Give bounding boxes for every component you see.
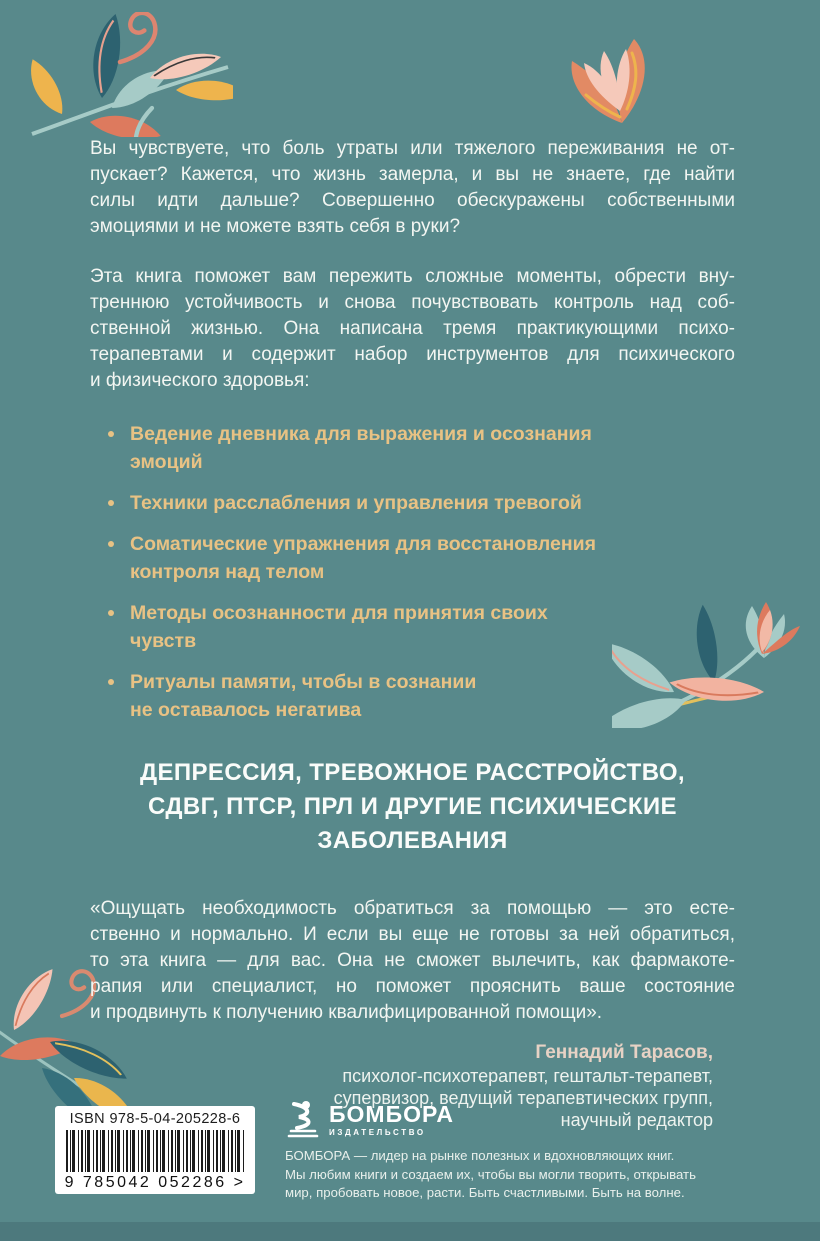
text-line: ЗАБОЛЕВАНИЯ bbox=[317, 827, 508, 854]
text-line: БОМБОРА — лидер на рынке полезных и вдохновляющих книг. bbox=[285, 1148, 675, 1163]
bullet-dot-icon bbox=[108, 610, 114, 616]
text-line: пускает? Кажется, что жизнь замерла, и вы не знаете, где найти bbox=[90, 164, 735, 185]
text-line: супервизор, ведущий терапевтических групп, bbox=[333, 1088, 713, 1108]
bullet-dot-icon bbox=[108, 679, 114, 685]
text-line: Эта книга поможет вам пережить сложные моменты, обрести вну- bbox=[90, 266, 735, 287]
feature-item-label: Методы осознанности для принятия своих чувств bbox=[130, 602, 548, 652]
text-line: «Ощущать необходимость обратиться за помощью — это есте- bbox=[90, 898, 735, 919]
bombora-wave-icon bbox=[285, 1100, 321, 1138]
feature-item-label: Ведение дневника для выражения и осознания эмоций bbox=[130, 423, 592, 473]
text-line: ственной жизнью. Она написана тремя практикующими психо- bbox=[90, 318, 735, 339]
text-line: рапия или специалист, но поможет прояснить ваше состояние bbox=[90, 976, 735, 997]
barcode-bars bbox=[66, 1130, 244, 1172]
isbn-label: ISBN 978-5-04-205228-6 bbox=[69, 1111, 241, 1127]
text-line: мир, пробовать новое, расти. Быть счастливыми. Быть на волне. bbox=[285, 1185, 685, 1200]
text-line: и физического здоровья: bbox=[90, 370, 310, 391]
text-line: и продвинуть к получению квалифицированной помощи». bbox=[90, 1002, 603, 1023]
feature-item bbox=[130, 599, 735, 655]
text-line: Мы любим книги и создаем их, чтобы вы могли творить, открывать bbox=[285, 1166, 696, 1182]
feature-item bbox=[130, 530, 735, 586]
isbn-barcode-block bbox=[55, 1106, 255, 1194]
text-line: ДЕПРЕССИЯ, ТРЕВОЖНОЕ РАССТРОЙСТВО, bbox=[139, 759, 686, 786]
text-line: силы идти дальше? Совершенно обескуражены собственными bbox=[90, 190, 735, 211]
text-line: ственно и нормально. И если вы еще не готовы за ней обратиться, bbox=[90, 924, 735, 945]
publisher-subtitle: ИЗДАТЕЛЬСТВО bbox=[329, 1128, 426, 1137]
text-line: СДВГ, ПТСР, ПРЛ И ДРУГИЕ ПСИХИЧЕСКИЕ bbox=[148, 793, 677, 820]
attribution-name: Геннадий Тарасов, bbox=[535, 1042, 713, 1063]
publisher-name: БОМБОРА bbox=[329, 1101, 454, 1127]
description-paragraph bbox=[90, 264, 735, 394]
feature-item bbox=[130, 489, 735, 517]
feature-item-label: Техники расслабления и управления тревогой bbox=[130, 492, 582, 514]
publisher-logo bbox=[285, 1100, 755, 1138]
feature-item bbox=[130, 668, 735, 724]
intro-paragraph bbox=[90, 136, 735, 240]
text-line: психолог-психотерапевт, гештальт-терапевт, bbox=[342, 1066, 713, 1086]
bottom-strip bbox=[0, 1222, 820, 1241]
feature-item-label: Соматические упражнения для восстановления контроля над телом bbox=[130, 533, 597, 583]
feature-item-label: Ритуалы памяти, чтобы в сознании не оставалось негатива bbox=[130, 671, 477, 721]
feature-list bbox=[90, 420, 735, 724]
text-line: то эта книга — для вас. Она не сможет вылечить, как фармакоте- bbox=[90, 950, 735, 971]
quote-paragraph bbox=[90, 896, 735, 1026]
text-line: эмоциями и не можете взять себя в руки? bbox=[90, 216, 461, 237]
bullet-dot-icon bbox=[108, 431, 114, 437]
feature-item bbox=[130, 420, 735, 476]
text-line: научный редактор bbox=[560, 1110, 713, 1130]
barcode-digits: 9 785042 052286 > bbox=[64, 1174, 246, 1191]
publisher-block bbox=[285, 1100, 755, 1203]
text-line: треннюю устойчивость и снова почувствовать контроль над соб- bbox=[90, 292, 735, 313]
publisher-tagline bbox=[285, 1147, 755, 1203]
text-line: терапевтами и содержит набор инструментов для психического bbox=[90, 344, 735, 365]
text-line: Вы чувствуете, что боль утраты или тяжелого переживания не от- bbox=[90, 138, 735, 159]
bullet-dot-icon bbox=[108, 541, 114, 547]
publisher-logo-text bbox=[329, 1100, 454, 1138]
disorders-heading bbox=[90, 756, 735, 858]
bullet-dot-icon bbox=[108, 500, 114, 506]
